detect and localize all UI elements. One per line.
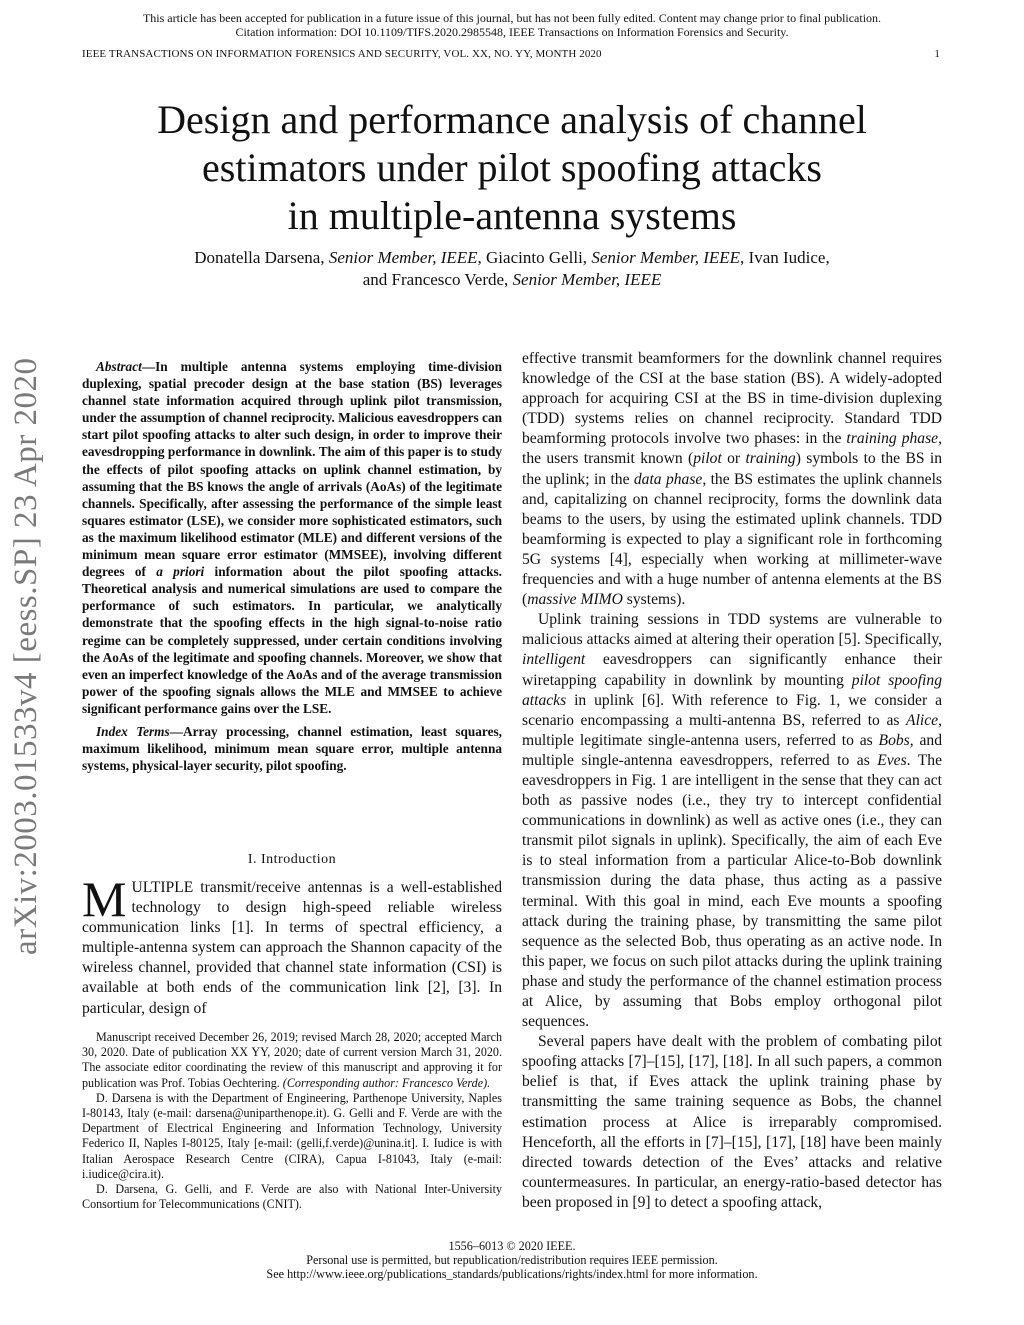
abstract-apriori: a priori: [156, 564, 205, 580]
notice-line-1: This article has been accepted for publication in a future issue of this journal, but has not been fully edited. Content may change prior to final publication.: [142, 11, 882, 25]
author-1-role: Senior Member, IEEE: [328, 248, 478, 267]
page-number: 1: [934, 48, 940, 60]
section-heading: I. Introduction: [247, 852, 337, 867]
paper-title: [0, 96, 1024, 240]
author-4-role: Senior Member, IEEE: [512, 270, 662, 289]
intro-paragraph: ULTIPLE transmit/receive antennas is a well-established technology to design high-speed reliable wireless communication links [1]. In terms of spectral efficiency, a multiple-antenna system can approach the Shannon capacity of the wireless channel, provided that channel state information (CSI) is available at both ends of the communication link [2], [3]. In particular, design of: [82, 879, 502, 1017]
footnote-2: D. Darsena is with the Department of Engineering, Parthenope University, Naples I-80143, Italy (e-mail: darsena@uniparthenope.it). G. Gelli and F. Verde are with the Department of Electrical Engineering and Information Technology, University Federico II, Naples I-80125, Italy [e-mail: (gelli,f.verde)@unina.it]. I. Iudice is with Italian Aerospace Research Centre (CIRA), Capua I-81043, Italy (e-mail: i.iudice@cira.it).: [82, 1090, 502, 1181]
running-head-text: IEEE TRANSACTIONS ON INFORMATION FORENSICS AND SECURITY, VOL. XX, NO. YY, MONTH 2020: [82, 48, 602, 60]
introduction-text: [82, 871, 502, 1019]
footnotes: [82, 1030, 502, 1212]
running-head: [82, 48, 940, 60]
paragraph-3: Several papers have dealt with the problem of combating pilot spoofing attacks [7]–[15], [17], [18]. In all such papers, a common belief is that, if Eves attack the uplink training phase by transmitting the same training sequence as Bobs, the channel estimation process at Alice is irreparably compromised. Henceforth, all the efforts in [7]–[15], [17], [18] have been mainly directed towards detection of the Eves’ attacks and relative countermeasures. In particular, an energy-ratio-based detector has been proposed in [9] to detect a spoofing attack,: [522, 1033, 942, 1211]
index-terms-label: Index Terms: [96, 723, 170, 739]
footnote-3: D. Darsena, G. Gelli, and F. Verde are also with National Inter-University Consortium for Telecommunications (CNIT).: [82, 1182, 502, 1212]
abstract-label: Abstract: [96, 359, 142, 374]
acceptance-notice: [0, 12, 1024, 39]
title-line-1: Design and performance analysis of channel: [157, 97, 867, 142]
copyright-footer: [0, 1239, 1024, 1281]
abstract-dash: —: [141, 359, 156, 374]
abstract-text-1: In multiple antenna systems employing time-division duplexing, spatial precoder design at the base station (BS) leverages channel state information acquired through uplink pilot transmission, under the assumption of channel reciprocity. Malicious eavesdroppers can start pilot spoofing attacks to alter such design, in order to improve their eavesdropping performance in downlink. The aim of this paper is to study the effects of pilot spoofing attacks on uplink channel estimation, by assuming that the BS knows the angle of arrivals (AoAs) of the legitimate channels. Specifically, after assessing the performance of the simple least squares estimator (LSE), we consider more sophisticated estimators, such as the maximum likelihood estimator (MLE) and different versions of the minimum mean square error estimator (MMSEE), involving different degrees of: [82, 359, 502, 580]
author-2-role: Senior Member, IEEE: [591, 248, 741, 267]
author-list: [0, 247, 1024, 291]
notice-line-2: Citation information: DOI 10.1109/TIFS.2020.2985548, IEEE Transactions on Information Forensics and Security.: [235, 24, 789, 39]
author-2: , Giacinto Gelli,: [477, 248, 592, 267]
author-3: , Ivan Iudice,: [740, 248, 830, 267]
drop-cap: M: [82, 871, 127, 927]
author-4: and Francesco Verde,: [362, 270, 513, 289]
author-1: Donatella Darsena,: [194, 248, 329, 267]
title-line-3: in multiple-antenna systems: [287, 193, 737, 238]
abstract: [82, 358, 502, 780]
title-line-2: estimators under pilot spoofing attacks: [202, 145, 822, 190]
index-terms-text: Array processing, channel estimation, least squares, maximum likelihood, minimum mean square error, multiple antenna systems, physical-layer security, pilot spoofing.: [82, 723, 502, 774]
issn-line: 1556–6013 © 2020 IEEE.: [448, 1239, 576, 1253]
footnote-corresponding: (Corresponding author: Francesco Verde).: [282, 1075, 491, 1090]
paragraph-2: Uplink training sessions in TDD systems are vulnerable to malicious attacks aimed at altering their operation [5]. Specifically, intelligent eavesdroppers can significantly enhance their wiretapping capability in downlink by mounting pilot spoofing attacks in uplink [6]. With reference to Fig. 1, we consider a scenario encompassing a multi-antenna BS, referred to as Alice, multiple legitimate single-antenna users, referred to as Bobs, and multiple single-antenna eavesdroppers, referred to as Eves. The eavesdroppers in Fig. 1 are intelligent in the sense that they can act both as passive nodes (i.e., they try to intercept confidential communications in downlink) as well as active ones (i.e., they can transmit pilot signals in uplink). Specifically, the aim of each Eve is to steal information from a particular Alice-to-Bob downlink transmission during the data phase, thus acting as a passive terminal. With this goal in mind, each Eve mounts a spoofing attack during the training phase, by transmitting the same pilot sequence as the selected Bob, thus operating as an active node. In this paper, we focus on such pilot attacks during the uplink training phase and study the performance of the channel estimation process at Alice, by assuming that Bobs employ orthogonal pilot sequences.: [522, 611, 942, 1031]
permission-line: Personal use is permitted, but republication/redistribution requires IEEE permission.: [306, 1253, 718, 1267]
rights-url-line: See http://www.ieee.org/publications_standards/publications/rights/index.html for more information.: [266, 1267, 758, 1281]
index-terms-dash: —: [169, 723, 183, 739]
abstract-text-2: information about the pilot spoofing attacks. Theoretical analysis and numerical simulations are used to compare the performance of such estimators. In particular, we analytically demonstrate that the spoofing effects in the high signal-to-noise ratio regime can be completely suppressed, under certain conditions involving the AoAs of the legitimate and spoofing channels. Moreover, we show that even an imperfect knowledge of the AoAs and of the average transmission power of the spoofing signals allows the MLE and MMSEE to achieve significant performance gains over the LSE.: [82, 564, 503, 716]
paragraph-1: effective transmit beamformers for the downlink channel requires knowledge of the CSI at the base station (BS). A widely-adopted approach for acquiring CSI at the BS in time-division duplexing (TDD) systems relies on channel reciprocity. Standard TDD beamforming protocols involve two phases: in the training phase, the users transmit known (pilot or training) symbols to the BS in the uplink; in the data phase, the BS estimates the uplink channels and, capitalizing on channel reciprocity, forms the downlink data beams to the users, by using the estimated uplink channels. TDD beamforming is expected to play a significant role in forthcoming 5G systems [4], especially when working at millimeter-wave frequencies and with a huge number of antenna elements at the BS (massive MIMO systems).: [522, 350, 942, 609]
arxiv-stamp: arXiv:2003.01533v4 [eess.SP] 23 Apr 2020: [8, 357, 44, 955]
footnote-1: Manuscript received December 26, 2019; revised March 28, 2020; accepted March 30, 2020. Date of publication XX YY, 2020; date of current version March 31, 2020. The associate editor coordinating the review of this manuscript and approving it for publication was Prof. Tobias Oechtering.: [82, 1030, 502, 1090]
right-column: [522, 349, 942, 1213]
